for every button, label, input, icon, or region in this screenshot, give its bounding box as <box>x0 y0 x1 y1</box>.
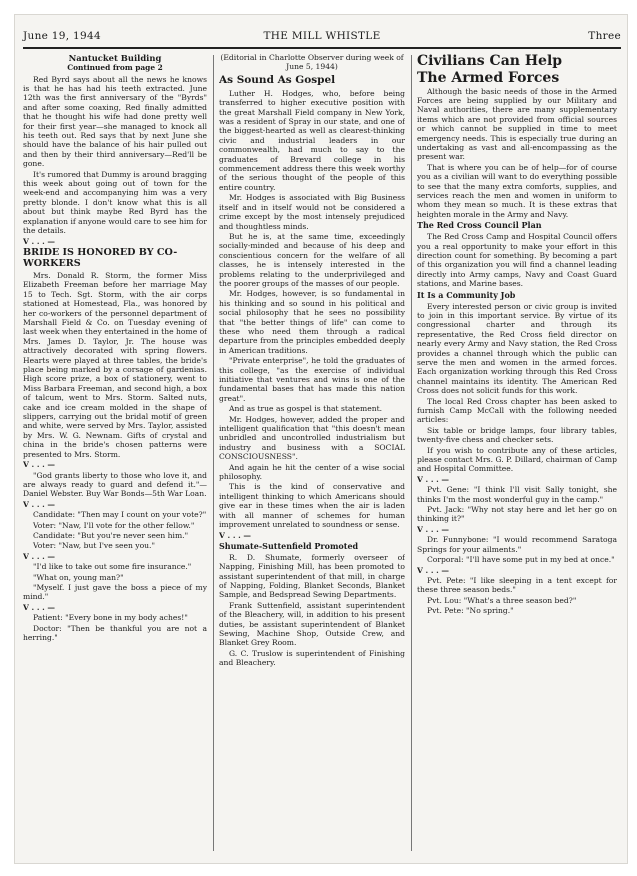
section-separator: V . . . — <box>23 602 55 612</box>
article-paragraph: And again he hit the center of a wise social philosophy. <box>219 462 405 482</box>
article-paragraph: Frank Suttenfield, assistant superintendent of the Bleachery, will, in addition to his present duties, be assistant superintendent of Blanket Sewing, Machine Shop, Outside Crew, and Blanket Grey Room. <box>219 600 405 648</box>
article-paragraph: Red Byrd says about all the news he knows is that he has had his teeth extracted. June 12th was the first anniversary of the "Byrds" and after some coaxing, Red finally admitted that he thought his wife had done pretty well for their first year—she managed to knock all his teeth out. Red says that by next June she should have the balance of his hair pulled out and then by their third anniversary—Red'll be gone. <box>23 74 207 169</box>
council-subheading: The Red Cross Council Plan <box>417 220 542 231</box>
article-paragraph: But he is, at the same time, exceedingly socially-minded and because of his deep and conscientious concern for the welfare of all classes, he is intensely interested in the problems relating to the underprivileged and the poorer groups of the masses of our people. <box>219 231 405 288</box>
section-separator: V . . . — <box>417 565 449 575</box>
section-separator: V . . . — <box>219 530 251 540</box>
page-number: Three <box>588 30 621 42</box>
article-paragraph: Mr. Hodges, however, is so fundamental in his thinking and so sound in his political and social philosophy that he sees no possibility that "the better things of life" can come to these who need them through a radical departure from the principles embedded deeply in American traditions. <box>219 289 405 355</box>
issue-date: June 19, 1944 <box>23 30 101 42</box>
dialog-line: "What on, young man?" <box>33 572 124 582</box>
column-3 <box>417 53 617 853</box>
joke-line: Corporal: "I'll have some put in my bed at once." <box>427 555 615 565</box>
dialog-line: Voter: "Naw, but I've seen you." <box>33 541 155 551</box>
article-paragraph: Mr. Hodges, however, added the proper and intelligent qualification that "this doesn't mean unbridled and uncontrolled industrialism but industry and business with a SOCIAL CONSCIOUSNESS". <box>219 414 405 462</box>
joke-line: Pvt. Gene: "I think I'll visit Sally tonight, she thinks I'm the most wonderful guy in the camp." <box>417 485 617 504</box>
armed-forces-headline: The Armed Forces <box>417 69 560 86</box>
article-paragraph: The local Red Cross chapter has been asked to furnish Camp McCall with the following needed articles: <box>417 396 617 425</box>
newspaper-title: THE MILL WHISTLE <box>263 30 381 42</box>
nantucket-headline: Nantucket Building <box>68 53 162 63</box>
joke-line: Pvt. Pete: "I like sleeping in a tent except for these three season beds." <box>417 575 617 595</box>
section-separator: V . . . — <box>23 236 55 246</box>
newspaper-page <box>14 14 628 864</box>
column-divider <box>213 55 214 851</box>
continued-note: Continued from page 2 <box>67 63 163 73</box>
column-divider <box>411 55 412 851</box>
column-1 <box>23 53 207 853</box>
article-paragraph: Every interested person or civic group is invited to join in this important service. By virtue of its congressional charter and through its representative, the Red Cross field director on nearly every Army and Navy station, the Red Cross provides a channel through which the public can serve the men and women in the armed forces. Each organization working through this Red Cross channel maintains its identity. The American Red Cross does not solicit funds for this work. <box>417 301 617 396</box>
joke-line: Pvt. Lou: "What's a three season bed?" <box>427 595 577 605</box>
joke-line: Pvt. Jack: "Why not stay here and let her go on thinking it?" <box>417 505 617 524</box>
section-separator: V . . . — <box>23 499 55 509</box>
column-2 <box>219 53 405 853</box>
gospel-headline: As Sound As Gospel <box>219 73 336 86</box>
section-separator: V . . . — <box>23 551 55 561</box>
section-separator: V . . . — <box>417 524 449 534</box>
civilians-headline: Civilians Can Help <box>417 53 563 69</box>
article-paragraph: "Private enterprise", he told the graduates of this college, "as the exercise of individual initiative that ventures and wins is one of the fundamental bases that has made this nation great". <box>219 356 405 403</box>
masthead <box>23 25 621 49</box>
article-paragraph: Luther H. Hodges, who, before being transferred to higher executive position with the great Marshall Field company in New York, was a resident of Spray in our state, and one of the biggest-hearted as well as clearest-thinking civic and industrial leaders in our commonwealth, had much to say to the graduates of Brevard college in his commencement address there this week worthy of the serious thought of the people of this entire country. <box>219 88 405 192</box>
dialog-line: Patient: "Every bone in my body aches!" <box>33 613 188 623</box>
quote-paragraph: "God grants liberty to those who love it, and are always ready to guard and defend it."—Daniel Webster. Buy War Bonds—5th War Loan. <box>23 470 207 499</box>
dialog-line: "Myself. I just gave the boss a piece of my mind." <box>23 582 207 602</box>
article-paragraph: The Red Cross Camp and Hospital Council offers you a real opportunity to make your effort in this direction count for something. By becoming a part of this organization you will find a channel leading directly into Army camps, Navy and Coast Guard stations, and Marine bases. <box>417 232 617 289</box>
article-paragraph: This is the kind of conservative and intelligent thinking to which Americans should give ear in these times when the air is laden with all manner of schemes for human improvement unrelated to soundness or sense. <box>219 482 405 530</box>
article-paragraph: Mrs. Donald R. Storm, the former Miss Elizabeth Freeman before her marriage May 15 to Tech. Sgt. Storm, with the air corps stationed at Homestead, Fla., was honored by her co-workers of the personnel department of Marshall Field & Co. on Tuesday evening of last week when they entertained in the home of Mrs. James D. Taylor, Jr. The house was attractively decorated with spring flowers. Hearts were played at three tables, the bride's place being marked by a corsage of gardenias. High score prize, a box of stationery, went to Miss Barbara Freeman, and second high, a box of talcum, went to Mrs. Storm. Salted nuts, cake and ice cream molded in the shape of slippers, carrying out the bridal motif of green and white, were served by Mrs. Taylor, assisted by Mrs. W. G. Newnam. Gifts of crystal and china in the bride's chosen patterns were presented to Mrs. Storm. <box>23 270 207 459</box>
dialog-line: Candidate: "But you're never seen him." <box>33 530 189 540</box>
section-separator: V . . . — <box>23 460 55 470</box>
article-paragraph: That is where you can be of help—for of course you as a civilian will want to do everything possible to see that the many extra comforts, supplies, and services reach the men and women in uniform to whom they mean so much. It is these extras that heighten morale in the Army and Navy. <box>417 162 617 219</box>
joke-line: Dr. Funnybone: "I would recommend Saratoga Springs for your ailments." <box>417 535 617 554</box>
shumate-headline: Shumate-Suttenfield Promoted <box>219 540 359 551</box>
community-subheading: It Is a Community Job <box>417 289 516 300</box>
article-paragraph: Six table or bridge lamps, four library tables, twenty-five chess and checker sets. <box>417 425 617 445</box>
article-paragraph: And as true as gospel is that statement. <box>229 404 383 414</box>
joke-line: Pvt. Pete: "No spring." <box>427 606 514 616</box>
dialog-line: "I'd like to take out some fire insurance." <box>33 562 192 572</box>
bride-headline: BRIDE IS HONORED BY CO-WORKERS <box>23 246 178 269</box>
article-paragraph: It's rumored that Dummy is around bragging this week about going out of town for the week-end and accompanying him was a very pretty blonde. I don't know what this is all about but think maybe Red Byrd has the explanation if anyone would care to see him for the details. <box>23 169 207 236</box>
dialog-line: Voter: "Naw, I'll vote for the other fellow." <box>33 520 195 530</box>
article-paragraph: G. C. Truslow is superintendent of Finishing and Bleachery. <box>219 648 405 668</box>
dialog-line: Doctor: "Then be thankful you are not a herring." <box>23 623 207 642</box>
section-separator: V . . . — <box>417 474 449 484</box>
article-paragraph: Although the basic needs of those in the Armed Forces are being supplied by our Military and Naval authorities, there are many supplementary items which are not provided from official sources or which cannot be supplied in time to meet emergency needs. This is especially true during an undertaking as vast and all-encompassing as the present war. <box>417 86 617 162</box>
article-paragraph: R. D. Shumate, formerly overseer of Napping, Finishing Mill, has been promoted to assistant superintendent of that mill, in charge of Napping, Folding, Blanket Seconds, Blanket Sample, and Bedspread Sewing Departments. <box>219 552 405 600</box>
dialog-line: Candidate: "Then may I count on your vote?" <box>33 510 207 520</box>
editorial-note: (Editorial in Charlotte Observer during week of June 5, 1944) <box>220 53 404 72</box>
article-paragraph: Mr. Hodges is associated with Big Business itself and in itself would not be considered a crime except by the most intensely prejudiced and thoughtless minds. <box>219 193 405 231</box>
article-paragraph: If you wish to contribute any of these articles, please contact Mrs. G. P. Dillard, chairman of Camp and Hospital Committee. <box>417 445 617 474</box>
